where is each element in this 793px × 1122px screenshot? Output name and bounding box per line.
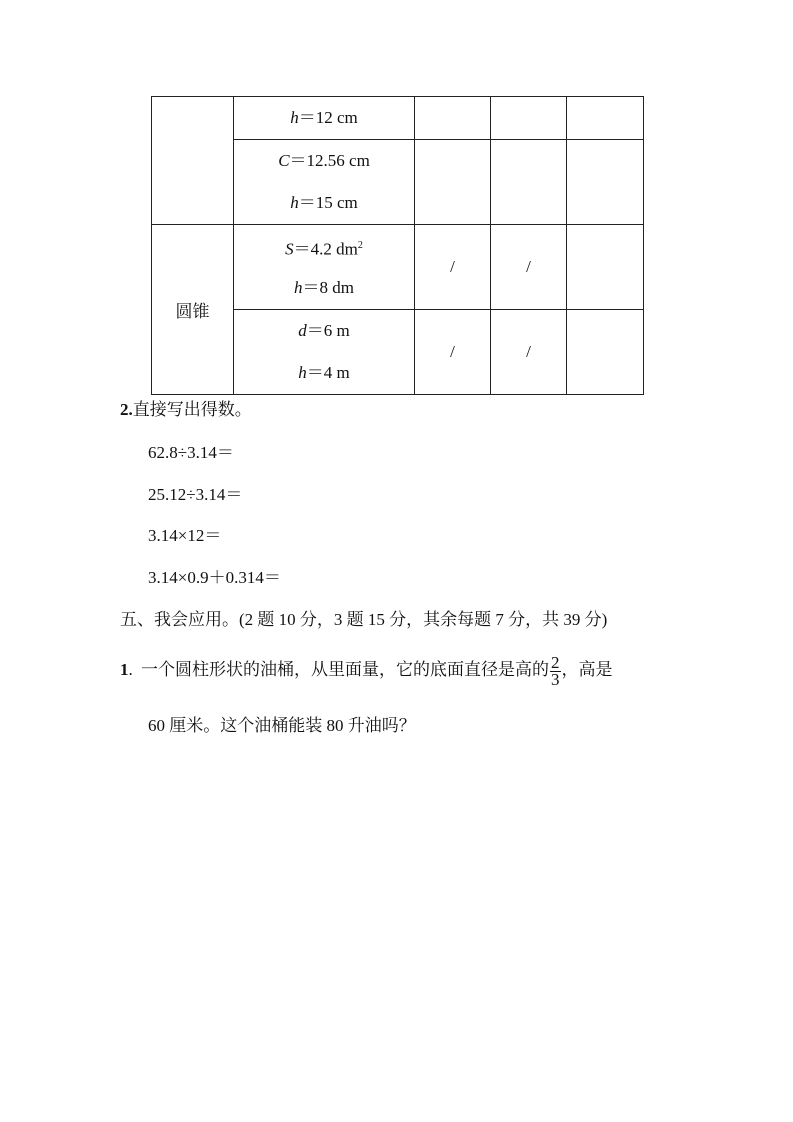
problem-1-line2: 60 厘米。这个油桶能装 80 升油吗？ bbox=[148, 716, 416, 735]
na-cell: / bbox=[491, 225, 567, 310]
na-cell: / bbox=[415, 225, 491, 310]
fraction: $\frac{2}{3}$ bbox=[551, 652, 560, 689]
condition-cell: d＝6 m h＝4 m bbox=[234, 310, 415, 395]
calc-item: 3.14×0.9＋0.314＝ bbox=[148, 568, 281, 587]
na-cell: / bbox=[491, 310, 567, 395]
condition-cell: C＝12.56 cm h＝15 cm bbox=[234, 140, 415, 225]
shape-label-cone: 圆锥 bbox=[152, 225, 234, 395]
answer-cell bbox=[415, 97, 491, 140]
shape-cell-cylinder bbox=[152, 97, 234, 225]
condition-cell: h＝12 cm bbox=[234, 97, 415, 140]
answer-cell bbox=[567, 225, 644, 310]
na-cell: / bbox=[415, 310, 491, 395]
answer-cell bbox=[567, 97, 644, 140]
section-heading: 五、我会应用。(2 题 10 分，3 题 15 分，其余每题 7 分，共 39 分) bbox=[120, 610, 608, 629]
condition-cell: S＝4.2 $dm^2$ h＝8 dm bbox=[234, 225, 415, 310]
answer-cell bbox=[491, 97, 567, 140]
table-row bbox=[152, 97, 644, 140]
calc-item: 62.8÷3.14＝ bbox=[148, 443, 234, 462]
question-2-title: 2.直接写出得数。 bbox=[120, 400, 252, 419]
problem-1-line1: 1. 一个圆柱形状的油桶，从里面量，它的底面直径是高的 $\frac{2}{3}$ ，高是 bbox=[120, 652, 613, 689]
answer-cell bbox=[567, 310, 644, 395]
answer-cell bbox=[567, 140, 644, 225]
calc-item: 25.12÷3.14＝ bbox=[148, 485, 243, 504]
formula-table bbox=[151, 96, 644, 395]
answer-cell bbox=[415, 140, 491, 225]
answer-cell bbox=[491, 140, 567, 225]
table-row bbox=[152, 225, 644, 310]
calc-item: 3.14×12＝ bbox=[148, 526, 222, 545]
